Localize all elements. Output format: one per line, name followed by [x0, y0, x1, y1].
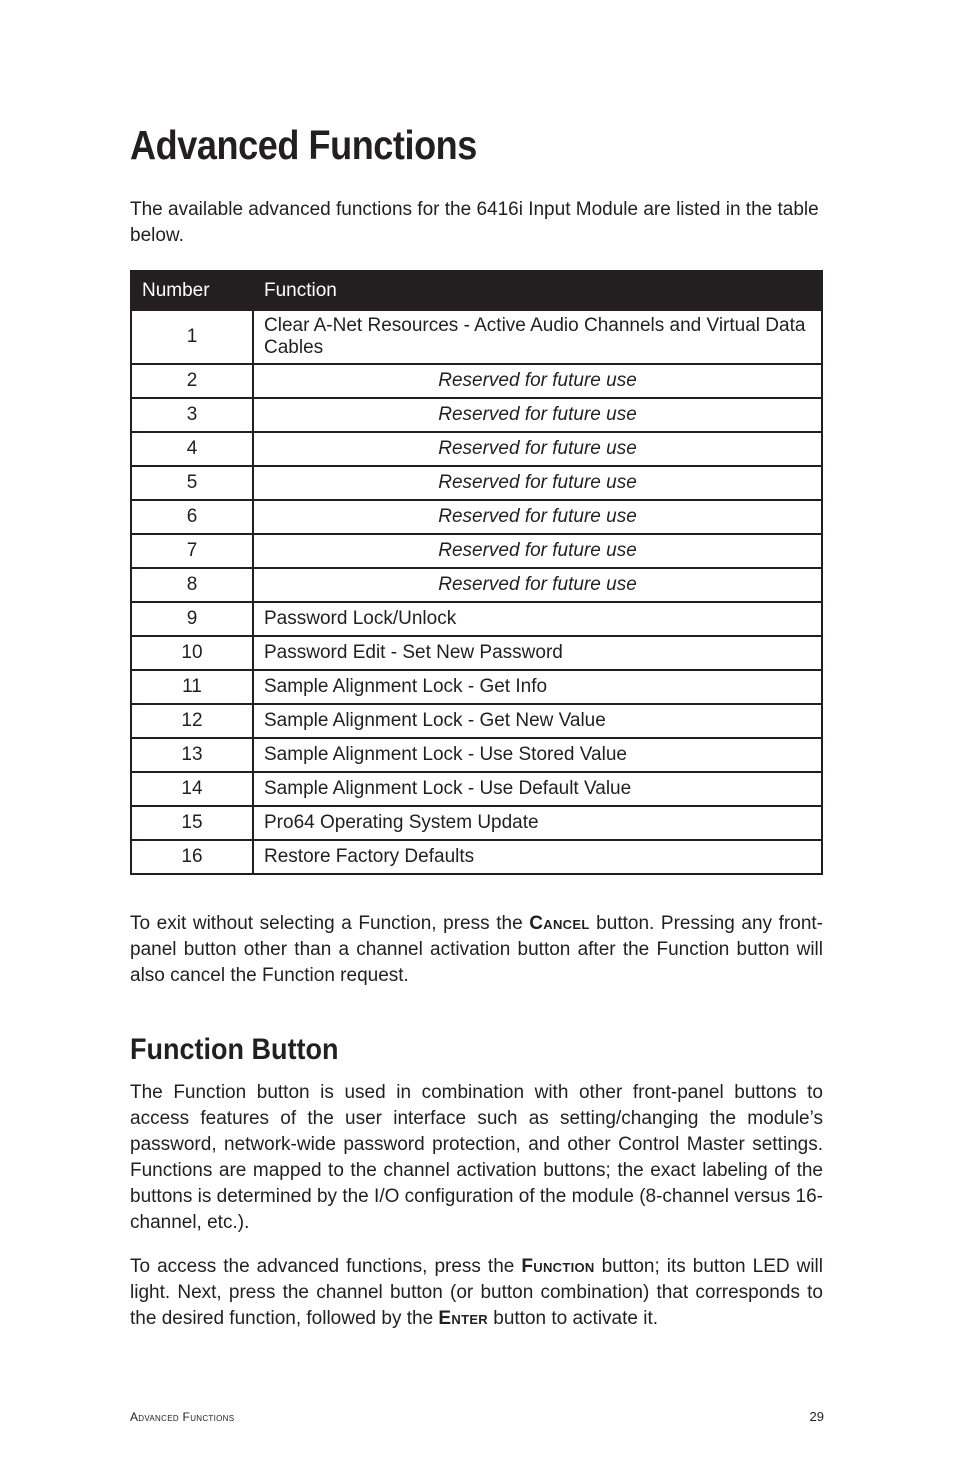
- row-number: 14: [131, 772, 253, 806]
- access-text-3: button to activate it.: [487, 1308, 659, 1329]
- row-function: Reserved for future use: [253, 568, 822, 602]
- enter-button-name: Enter: [438, 1308, 488, 1329]
- row-function: Clear A-Net Resources - Active Audio Channels and Virtual Data Cables: [253, 310, 822, 364]
- row-function: Reserved for future use: [253, 398, 822, 432]
- page-number: 29: [809, 1409, 824, 1424]
- header-number: Number: [131, 271, 253, 310]
- row-number: 7: [131, 534, 253, 568]
- access-text-2: button; its button LED will light. Next, press the channel button (or button combination) that corresponds to the desired function, followed by the: [130, 1256, 823, 1329]
- row-number: 4: [131, 432, 253, 466]
- table-row: [131, 806, 822, 840]
- function-paragraph: The Function button is used in combination with other front-panel buttons to access features of the user interface such as setting/changing the module’s password, network-wide password protection, and other Control Master settings. Functions are mapped to the channel activation buttons; the exact labeling of the buttons is determined by the I/O configuration of the module (8-channel versus 16-channel, etc.).: [130, 1082, 823, 1233]
- footer-section-name: Advanced Functions: [130, 1410, 235, 1424]
- row-number: 3: [131, 398, 253, 432]
- row-function: Reserved for future use: [253, 500, 822, 534]
- row-number: 13: [131, 738, 253, 772]
- section-title: Function Button: [130, 1033, 339, 1066]
- row-number: 5: [131, 466, 253, 500]
- table-row: [131, 310, 822, 364]
- row-function: Password Edit - Set New Password: [253, 636, 822, 670]
- function-button-name: Function: [521, 1256, 595, 1277]
- table-row: [131, 602, 822, 636]
- table-row: [131, 432, 822, 466]
- row-function: Sample Alignment Lock - Use Default Value: [253, 772, 822, 806]
- access-paragraph: [130, 1254, 823, 1332]
- row-number: 10: [131, 636, 253, 670]
- row-number: 12: [131, 704, 253, 738]
- row-number: 1: [131, 310, 253, 364]
- access-text-1: To access the advanced functions, press the: [130, 1256, 522, 1277]
- table-row: [131, 670, 822, 704]
- row-function: Sample Alignment Lock - Get New Value: [253, 704, 822, 738]
- header-function: Function: [253, 271, 822, 310]
- row-function: Password Lock/Unlock: [253, 602, 822, 636]
- table-row: [131, 568, 822, 602]
- intro-paragraph: The available advanced functions for the 6416i Input Module are listed in the table below.: [130, 199, 819, 246]
- row-function: Restore Factory Defaults: [253, 840, 822, 874]
- table-row: [131, 466, 822, 500]
- table-row: [131, 738, 822, 772]
- row-number: 16: [131, 840, 253, 874]
- cancel-button-name: Cancel: [529, 913, 590, 934]
- table-row: [131, 500, 822, 534]
- row-function: Sample Alignment Lock - Use Stored Value: [253, 738, 822, 772]
- table-row: [131, 534, 822, 568]
- table-row: [131, 364, 822, 398]
- functions-table: [130, 270, 823, 875]
- table-row: [131, 704, 822, 738]
- row-function: Reserved for future use: [253, 432, 822, 466]
- row-function: Reserved for future use: [253, 364, 822, 398]
- row-function: Sample Alignment Lock - Get Info: [253, 670, 822, 704]
- row-number: 15: [131, 806, 253, 840]
- row-function: Reserved for future use: [253, 534, 822, 568]
- row-number: 11: [131, 670, 253, 704]
- row-number: 9: [131, 602, 253, 636]
- exit-paragraph: [130, 911, 823, 989]
- table-row: [131, 636, 822, 670]
- table-header-row: [131, 271, 822, 310]
- row-function: Pro64 Operating System Update: [253, 806, 822, 840]
- row-number: 2: [131, 364, 253, 398]
- table-row: [131, 772, 822, 806]
- row-function: Reserved for future use: [253, 466, 822, 500]
- row-number: 6: [131, 500, 253, 534]
- page-title: Advanced Functions: [130, 122, 477, 168]
- table-row: [131, 398, 822, 432]
- exit-text-after: button. Pressing any front-panel button other than a channel activation button after the Function button will also cancel the Function request.: [130, 913, 824, 986]
- exit-text-before: To exit without selecting a Function, press the: [130, 913, 530, 934]
- row-number: 8: [131, 568, 253, 602]
- table-row: [131, 840, 822, 874]
